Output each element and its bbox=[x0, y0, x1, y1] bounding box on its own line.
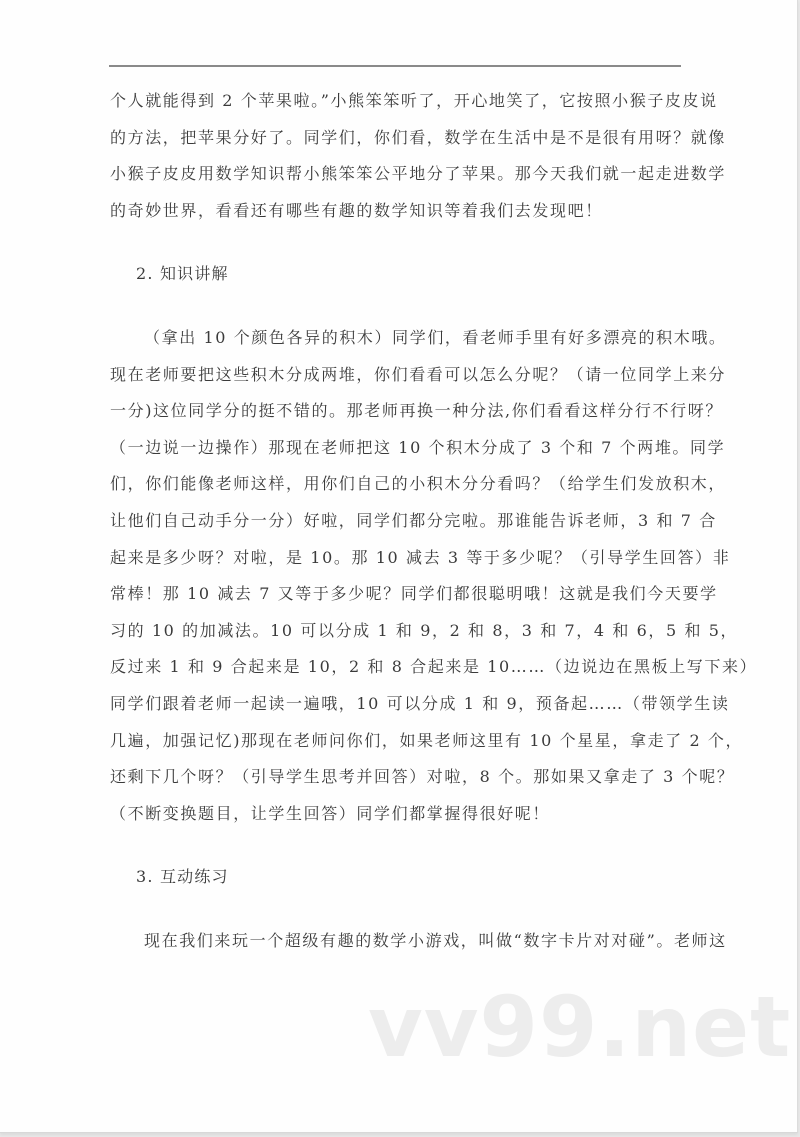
text-line: 让他们自己动手分一分）好啦，同学们都分完啦。那谁能告诉老师，3 和 7 合 bbox=[110, 510, 717, 530]
intro-paragraph-end bbox=[110, 83, 727, 229]
text-line: 的奇妙世界，看看还有哪些有趣的数学知识等着我们去发现吧！ bbox=[110, 200, 603, 220]
section-heading-practice: 3. 互动练习 bbox=[136, 867, 229, 887]
text-line: 常棒！那 10 减去 7 又等于多少呢？同学们都很聪明哦！这就是我们今天要学 bbox=[110, 584, 718, 604]
text-line: 同学们跟着老师一起读一遍哦，10 可以分成 1 和 9，预备起……（带领学生读 bbox=[110, 693, 730, 713]
text-line: 的方法，把苹果分好了。同学们，你们看，数学在生活中是不是很有用呀？就像 bbox=[110, 127, 727, 147]
watermark: vv99.net bbox=[368, 978, 792, 1076]
text-line: 习的 10 的加减法。10 可以分成 1 和 9，2 和 8，3 和 7，4 和 6，5 和 5， bbox=[110, 620, 739, 640]
text-line: 现在我们来玩一个超级有趣的数学小游戏，叫做“数字卡片对对碰”。老师这 bbox=[144, 930, 727, 950]
text-line: 小猴子皮皮用数学知识帮小熊笨笨公平地分了苹果。那今天我们就一起走进数学 bbox=[110, 164, 727, 184]
spacer bbox=[110, 229, 682, 256]
spacer bbox=[110, 832, 682, 859]
section-3-paragraph bbox=[110, 923, 727, 960]
spacer bbox=[110, 896, 682, 923]
text-line: （拿出 10 个颜色各异的积木）同学们，看老师手里有好多漂亮的积木哦。 bbox=[144, 327, 727, 347]
text-line: 个人就能得到 2 个苹果啦。”小熊笨笨听了，开心地笑了，它按照小猴子皮皮说 bbox=[110, 91, 718, 110]
text-line: 现在老师要把这些积木分成两堆，你们看看可以怎么分呢？（请一位同学上来分 bbox=[110, 364, 727, 384]
text-line: 几遍，加强记忆)那现在老师问你们，如果老师这里有 10 个星星，拿走了 2 个， bbox=[110, 730, 744, 750]
text-line: 起来是多少呀？对啦，是 10。那 10 减去 3 等于多少呢？（引导学生回答）非 bbox=[110, 547, 731, 567]
document-body bbox=[110, 83, 758, 959]
text-line: （不断变换题目，让学生回答）同学们都掌握得很好呢！ bbox=[110, 803, 551, 823]
header-rule bbox=[109, 65, 681, 67]
section-2-paragraph bbox=[110, 320, 758, 832]
text-line: 一分)这位同学分的挺不错的。那老师再换一种分法,你们看看这样分行不行呀？ bbox=[110, 401, 723, 421]
text-line: 反过来 1 和 9 合起来是 10，2 和 8 合起来是 10……（边说边在黑板上写下来） bbox=[110, 657, 758, 677]
text-line: 还剩下几个呀？（引导学生思考并回答）对啦，8 个。那如果又拿走了 3 个呢？ bbox=[110, 767, 735, 787]
text-line: 们，你们能像老师这样，用你们自己的小积木分分看吗？（给学生们发放积木， bbox=[110, 474, 727, 494]
text-line: （一边说一边操作）那现在老师把这 10 个积木分成了 3 个和 7 个两堆。同学 bbox=[110, 437, 726, 457]
section-heading-knowledge: 2. 知识讲解 bbox=[136, 264, 229, 284]
spacer bbox=[110, 293, 682, 320]
